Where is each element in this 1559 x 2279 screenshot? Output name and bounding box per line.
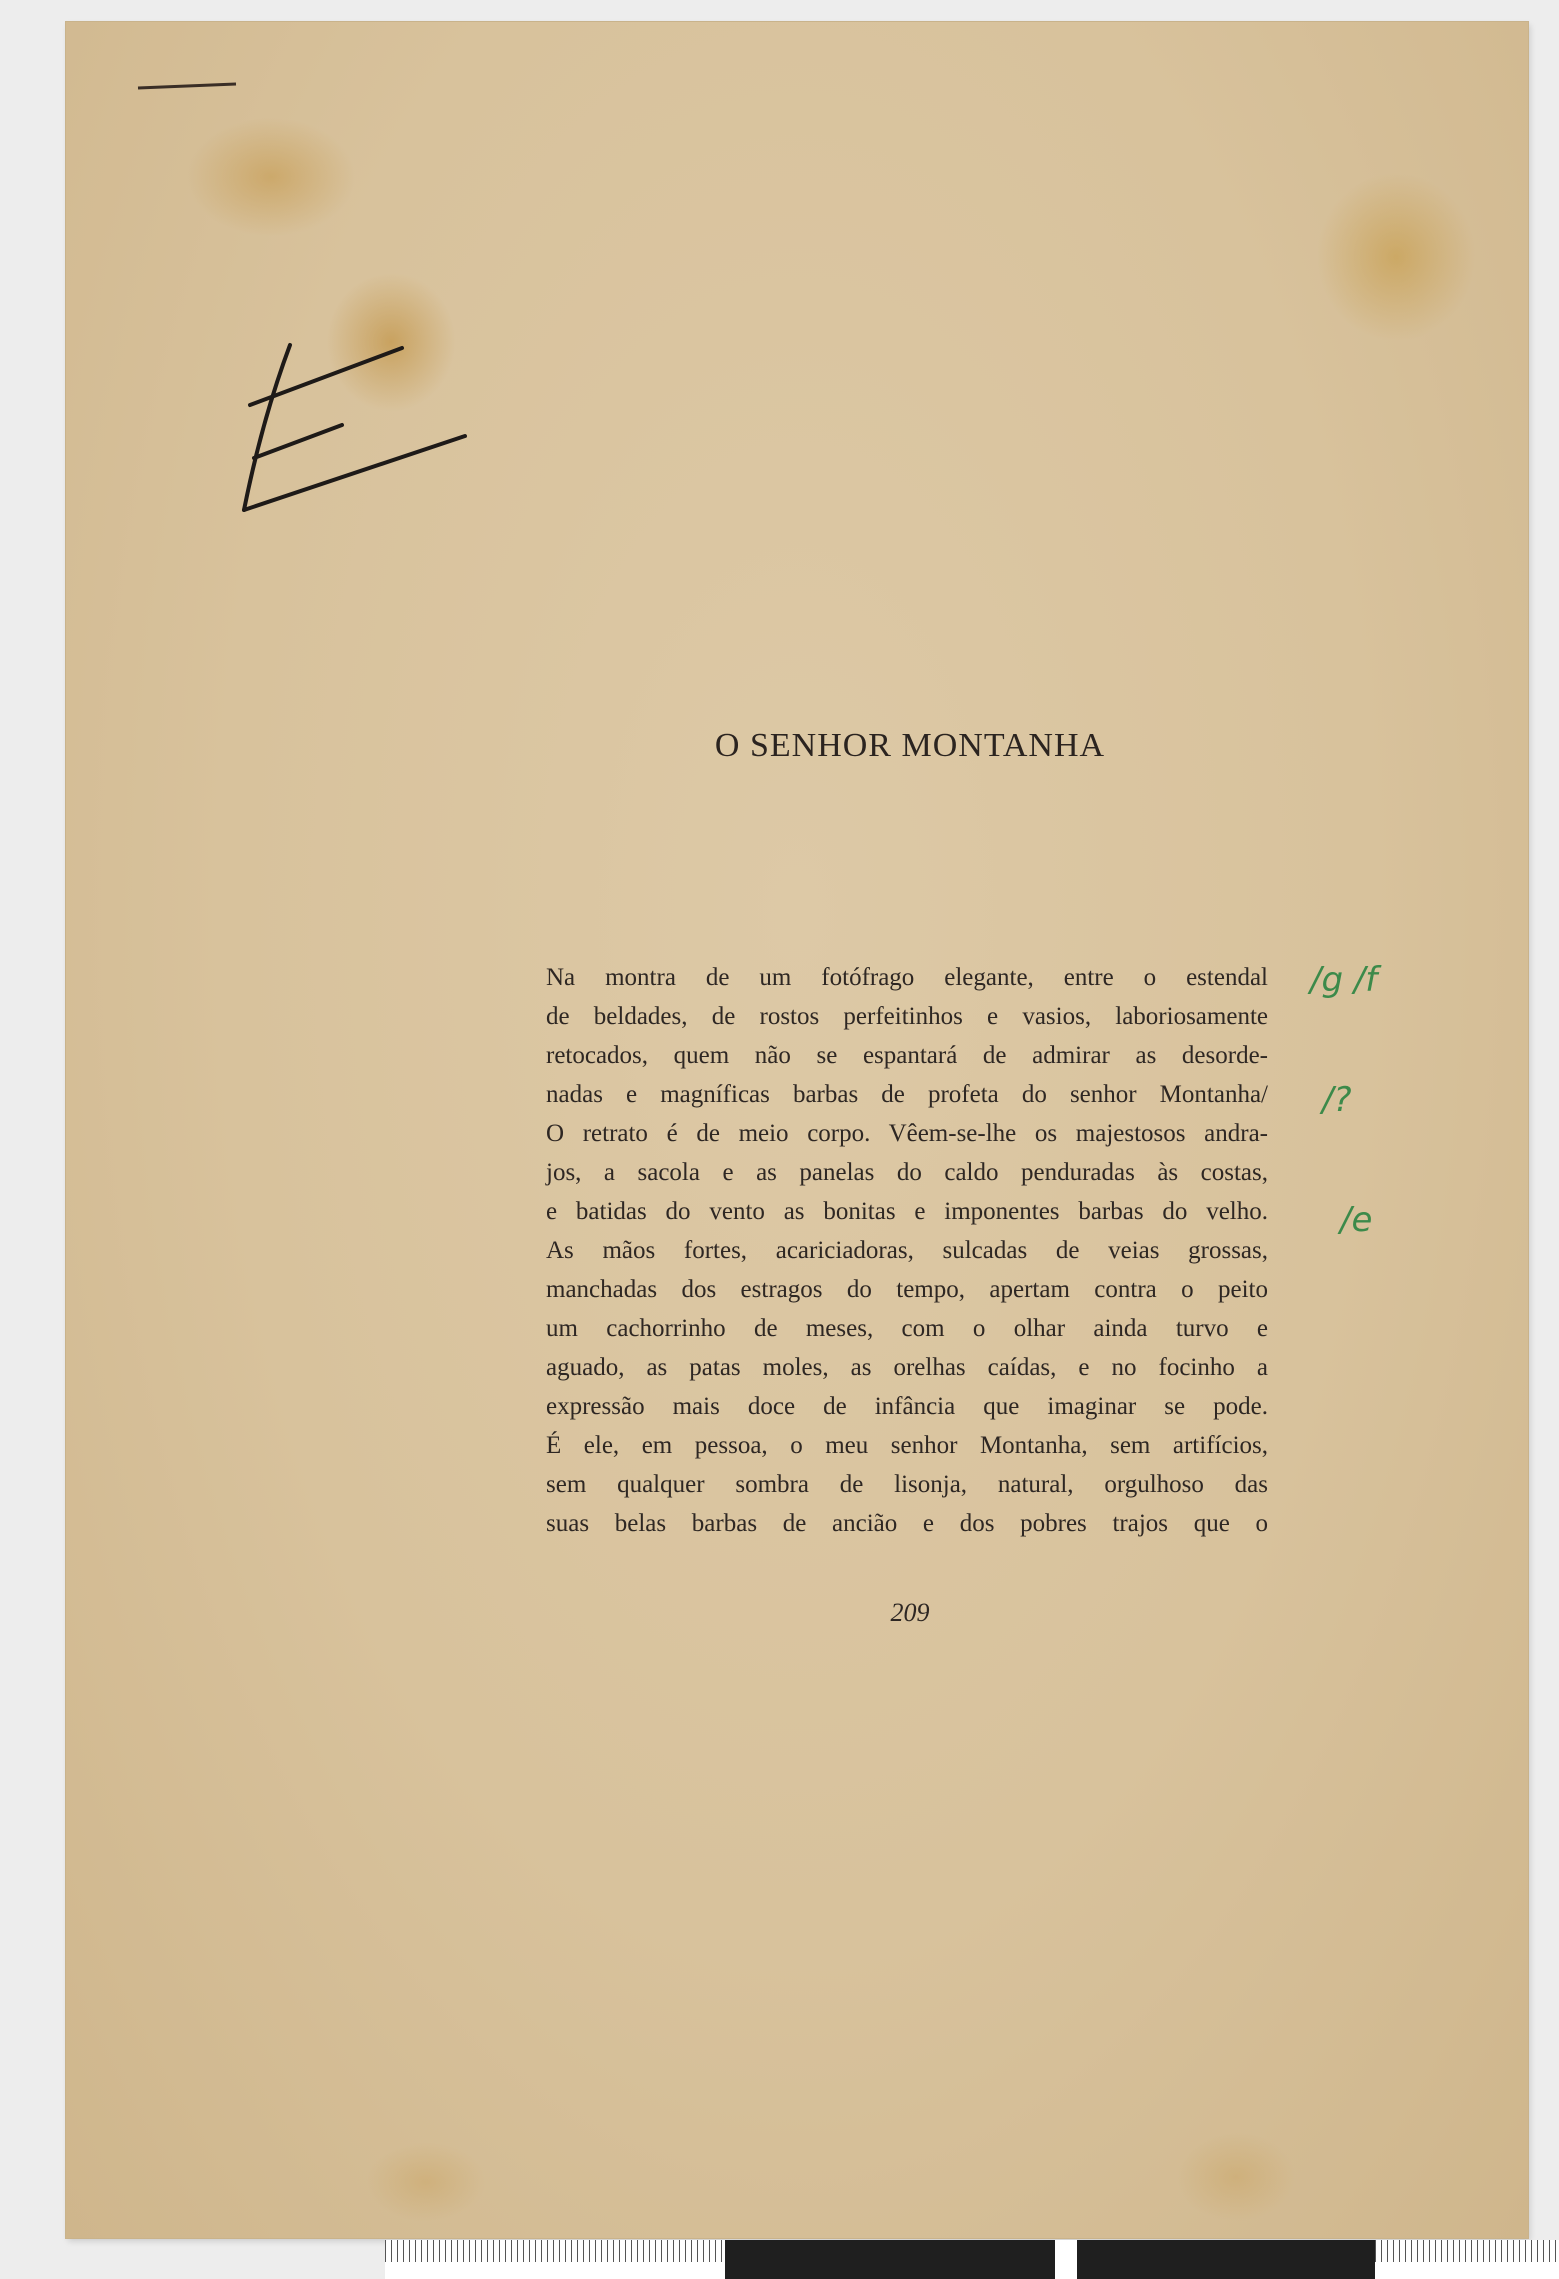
ruler-ticks	[1375, 2240, 1559, 2262]
text-line: retocados, quem não se espantará de admirar as desorde-	[546, 1042, 1268, 1069]
text-line: um cachorrinho de meses, com o olhar ainda turvo e	[546, 1315, 1268, 1342]
text-line: expressão mais doce de infância que imaginar se pode.	[546, 1393, 1268, 1420]
document-title: O SENHOR MONTANHA	[714, 727, 1106, 764]
ruler-block	[725, 2240, 1055, 2279]
text-line: suas belas barbas de ancião e dos pobres trajos que o	[546, 1510, 1268, 1537]
margin-note: /g /f	[1310, 960, 1378, 1000]
stain	[366, 2142, 486, 2222]
page-number: 209	[890, 1598, 930, 1627]
text-line: aguado, as patas moles, as orelhas caídas, e no focinho a	[546, 1354, 1268, 1381]
ruler-block	[1077, 2240, 1375, 2279]
text-line: sem qualquer sombra de lisonja, natural, orgulhoso das	[546, 1471, 1268, 1498]
text-line: e batidas do vento as bonitas e imponentes barbas do velho.	[546, 1198, 1268, 1225]
stain	[1176, 2132, 1296, 2222]
text-line: As mãos fortes, acariciadoras, sulcadas de veias grossas,	[546, 1237, 1268, 1264]
text-line: jos, a sacola e as panelas do caldo penduradas às costas,	[546, 1159, 1268, 1186]
margin-note: /e	[1340, 1200, 1373, 1240]
text-line: É ele, em pessoa, o meu senhor Montanha, sem artifícios,	[546, 1432, 1268, 1459]
ruler-gap	[1055, 2240, 1077, 2279]
text-line: nadas e magníficas barbas de profeta do senhor Montanha/	[546, 1081, 1268, 1108]
text-line: manchadas dos estragos do tempo, apertam contra o peito	[546, 1276, 1268, 1303]
text-line: O retrato é de meio corpo. Vêem-se-lhe os majestosos andra-	[546, 1120, 1268, 1147]
margin-note: /?	[1322, 1080, 1352, 1120]
body-paragraph	[546, 958, 1268, 1543]
color-scale-ruler	[385, 2240, 1559, 2279]
stain	[1316, 172, 1476, 342]
text-line: de beldades, de rostos perfeitinhos e vasios, laboriosamente	[546, 1003, 1268, 1030]
text-line: Na montra de um fotófrago elegante, entre o estendal	[546, 964, 1268, 991]
stain	[186, 117, 356, 237]
stain	[326, 272, 456, 412]
ruler-ticks	[385, 2240, 725, 2262]
